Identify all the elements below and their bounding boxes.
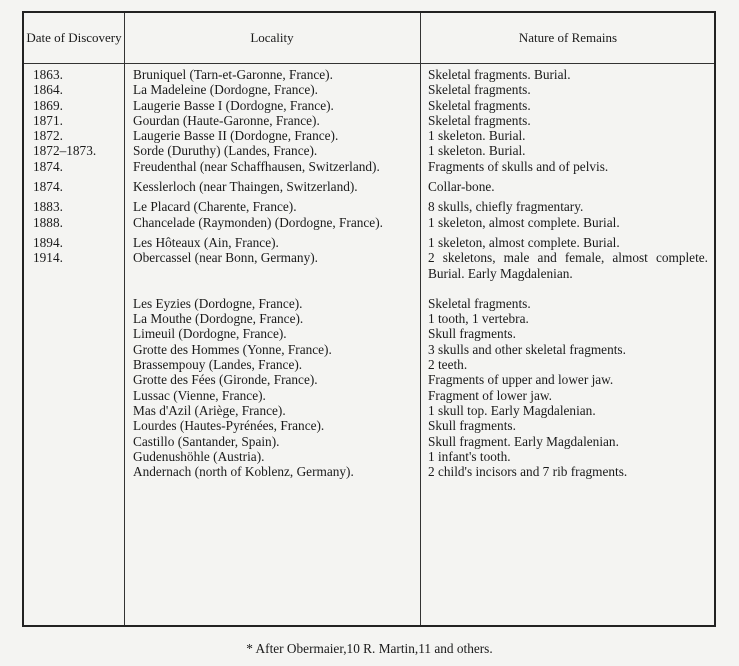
locality-cell: Gudenushöhle (Austria).: [133, 448, 265, 464]
nature-cell: 1 infant's tooth.: [428, 448, 511, 464]
nature-cell: Skeletal fragments.: [428, 82, 531, 98]
date-cell: [24, 311, 124, 326]
date-cell: 1872–1873.: [33, 143, 97, 159]
remains-table: [22, 11, 716, 627]
date-cell: 1869.: [33, 97, 63, 113]
nature-cell: 8 skulls, chiefly fragmentary.: [428, 199, 584, 215]
nature-cell: 1 tooth, 1 vertebra.: [428, 311, 529, 327]
date-cell: [24, 418, 124, 433]
table-row: [24, 82, 714, 97]
table-row: [24, 388, 714, 403]
nature-cell: Fragments of upper and lower jaw.: [428, 372, 614, 388]
locality-cell: Obercassel (near Bonn, Germany).: [133, 250, 318, 266]
table-row: [24, 67, 714, 82]
date-cell: [24, 357, 124, 372]
locality-cell: Sorde (Duruthy) (Landes, France).: [133, 143, 318, 159]
date-cell: 1874.: [33, 158, 63, 174]
table-row: [24, 326, 714, 341]
table-row: [24, 281, 714, 311]
locality-cell: Castillo (Santander, Spain).: [133, 433, 280, 449]
table-row: [24, 357, 714, 372]
nature-cell: 2 skeletons, male and female, almost complete. Burial. Early Magdalenian.: [428, 250, 708, 281]
date-cell: [24, 372, 124, 387]
table-row: [24, 230, 714, 250]
date-cell: [24, 326, 124, 341]
date-cell: 1864.: [33, 82, 63, 98]
table-row: [24, 143, 714, 158]
date-cell: [24, 388, 124, 403]
table-row: [24, 418, 714, 433]
locality-cell: Laugerie Basse I (Dordogne, France).: [133, 97, 334, 113]
date-cell: 1888.: [33, 214, 63, 230]
date-cell: [24, 296, 124, 311]
table-row: [24, 194, 714, 214]
locality-cell: La Madeleine (Dordogne, France).: [133, 82, 318, 98]
table-row: [24, 449, 714, 464]
date-cell: 1863.: [33, 67, 63, 82]
nature-cell: Collar-bone.: [428, 179, 495, 195]
nature-cell: Skull fragments.: [428, 326, 516, 342]
table-row: [24, 372, 714, 387]
nature-cell: Fragments of skulls and of pelvis.: [428, 158, 609, 174]
table-row: [24, 342, 714, 357]
date-cell: [24, 449, 124, 464]
nature-cell: Fragment of lower jaw.: [428, 387, 552, 403]
table-row: [24, 311, 714, 326]
nature-cell: 2 teeth.: [428, 357, 468, 373]
date-cell: 1914.: [33, 250, 63, 266]
date-cell: 1894.: [33, 234, 63, 250]
header-locality: Locality: [250, 30, 294, 45]
date-cell: 1872.: [33, 128, 63, 144]
locality-cell: Bruniquel (Tarn-et-Garonne, France).: [133, 67, 333, 82]
nature-cell: 2 child's incisors and 7 rib fragments.: [428, 464, 628, 480]
table-row: [24, 250, 714, 281]
locality-cell: Mas d'Azil (Ariège, France).: [133, 402, 286, 418]
locality-cell: Brassempouy (Landes, France).: [133, 357, 303, 373]
locality-cell: Lourdes (Hautes-Pyrénées, France).: [133, 418, 325, 434]
header-divider: [24, 63, 714, 64]
table-row: [24, 403, 714, 418]
date-cell: 1874.: [33, 179, 63, 195]
nature-cell: 3 skulls and other skeletal fragments.: [428, 341, 626, 357]
nature-cell: Skeletal fragments. Burial.: [428, 67, 571, 82]
nature-cell: 1 skeleton. Burial.: [428, 143, 526, 159]
nature-cell: 1 skeleton, almost complete. Burial.: [428, 234, 620, 250]
locality-cell: Lussac (Vienne, France).: [133, 387, 266, 403]
nature-cell: 1 skeleton, almost complete. Burial.: [428, 214, 620, 230]
locality-cell: Andernach (north of Koblenz, Germany).: [133, 464, 354, 480]
locality-cell: Limeuil (Dordogne, France).: [133, 326, 287, 342]
header-nature: Nature of Remains: [518, 30, 618, 45]
date-cell: [24, 342, 124, 357]
table-row: [24, 98, 714, 113]
nature-cell: Skull fragments.: [428, 418, 516, 434]
date-cell: [24, 434, 124, 449]
locality-cell: Les Eyzies (Dordogne, France).: [133, 295, 303, 311]
nature-cell: Skeletal fragments.: [428, 112, 531, 128]
table-row: [24, 113, 714, 128]
locality-cell: Kesslerloch (near Thaingen, Switzerland).: [133, 179, 358, 195]
nature-cell: 1 skull top. Early Magdalenian.: [428, 402, 596, 418]
nature-cell: 1 skeleton. Burial.: [428, 128, 526, 144]
locality-cell: Freudenthal (near Schaffhausen, Switzerland).: [133, 158, 380, 174]
table-row: [24, 215, 714, 230]
locality-cell: Grotte des Hommes (Yonne, France).: [133, 341, 332, 357]
nature-cell: Skull fragment. Early Magdalenian.: [428, 433, 619, 449]
table-row: [24, 128, 714, 143]
table-row: [24, 464, 714, 479]
locality-cell: Le Placard (Charente, France).: [133, 199, 297, 215]
locality-cell: Grotte des Fées (Gironde, France).: [133, 372, 318, 388]
header-date: Date of Discovery: [26, 30, 122, 45]
date-cell: [24, 464, 124, 479]
date-cell: 1871.: [33, 112, 63, 128]
date-cell: 1883.: [33, 199, 63, 215]
locality-cell: La Mouthe (Dordogne, France).: [133, 311, 304, 327]
locality-cell: Gourdan (Haute-Garonne, France).: [133, 112, 320, 128]
table-row: [24, 159, 714, 174]
locality-cell: Laugerie Basse II (Dordogne, France).: [133, 128, 339, 144]
nature-cell: Skeletal fragments.: [428, 97, 531, 113]
table-row: [24, 174, 714, 194]
locality-cell: Chancelade (Raymonden) (Dordogne, France).: [133, 214, 383, 230]
locality-cell: Les Hôteaux (Ain, France).: [133, 234, 279, 250]
table-row: [24, 434, 714, 449]
nature-cell: Skeletal fragments.: [428, 295, 531, 311]
table-body: [24, 67, 714, 479]
date-cell: [24, 403, 124, 418]
footnote: * After Obermaier,10 R. Martin,11 and others.: [246, 641, 493, 656]
